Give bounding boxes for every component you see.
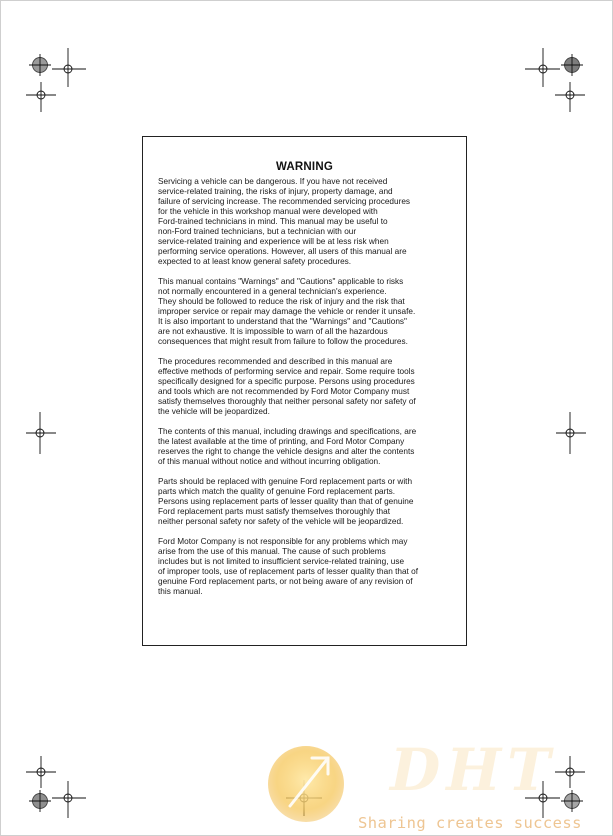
warning-paragraph-procedures: The procedures recommended and described in this manual are effective methods of performing service and repair. Some require tools specifically designed for a specific purpose. Persons using procedures and tools which are not recommended by Ford Motor Company must satisfy themselves thoroughly that neither personal safety nor safety of the vehicle will be jeopardized. [158,357,416,416]
crop-mark-top-right-cross-b [555,82,585,112]
crop-mark-top-left-cross-a [52,48,86,87]
crop-mark-top-right-cross-a [525,48,560,87]
crop-mark-bottom-left-cross-a [52,781,86,818]
warning-paragraph-contents: The contents of this manual, including drawings and specifications, are the latest available at the time of printing, and Ford Motor Company reserves the right to change the vehicle designs and alter the contents of this manual without notice and without incurring obligation. [158,427,417,466]
crop-mark-top-right-circle [561,54,583,76]
warning-box [142,136,467,646]
watermark-sun-arrow-icon [266,736,346,836]
crop-mark-middle-right [556,412,586,454]
warning-paragraph-parts: Parts should be replaced with genuine Ford replacement parts or with parts which match the quality of genuine Ford replacement parts. Persons using replacement parts of lesser quality than that of genuine Ford replacement parts must satisfy themselves thoroughly that neither personal safety nor safety of the vehicle will be jeopardized. [158,477,414,526]
crop-mark-bottom-left-circle [29,790,51,812]
warning-paragraph-cautions: This manual contains "Warnings" and "Cautions" applicable to risks not normally encountered in a general technician's experience. They should be followed to reduce the risk of injury and the risk that improper service or repair may damage the vehicle or render it unsafe. It is also important to understand that the "Warnings" and "Cautions" are not exhaustive. It is impossible to warn of all the hazardous consequences that might result from failure to follow the procedures. [158,277,416,346]
warning-paragraph-liability: Ford Motor Company is not responsible for any problems which may arise from the use of this manual. The cause of such problems includes but is not limited to insufficient service-related training, use of improper tools, use of replacement parts of lesser quality than that of genuine Ford replacement parts, or not being aware of any revision of this manual. [158,537,419,596]
crop-mark-middle-left [26,412,56,454]
crop-mark-top-left-cross-b [26,82,56,112]
crop-mark-bottom-left-cross-b [26,756,56,788]
watermark-tagline: Sharing creates success [358,814,582,832]
watermark-logo-text: DHT [390,736,557,804]
warning-paragraph-training: Servicing a vehicle can be dangerous. If you have not received service-related training, the risks of injury, property damage, and failure of servicing increase. The recommended servicing procedures for the vehicle in this workshop manual were developed with Ford-trained technicians in mind. This manual may be useful to non-Ford trained technicians, but a technician with our service-related training and experience will be at less risk when performing service operations. However, all users of this manual are expected to at least know general safety procedures. [158,177,411,266]
watermark [262,736,613,836]
warning-title: WARNING [276,161,333,173]
crop-mark-top-left-circle [29,54,51,76]
warning-body [158,177,458,607]
